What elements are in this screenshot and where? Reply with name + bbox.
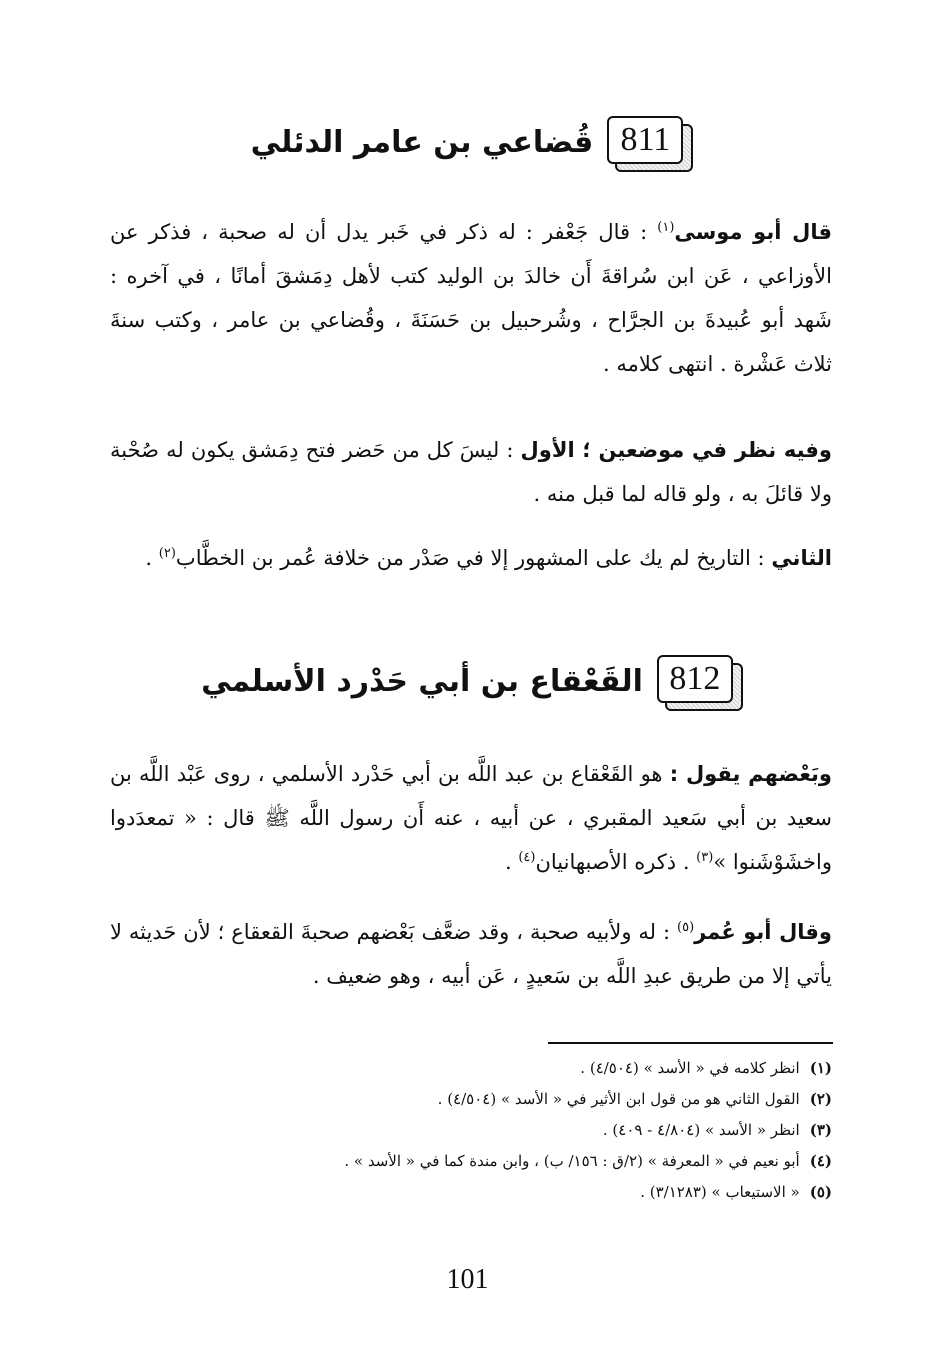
paragraph-tail: . ذكره الأصبهانيان xyxy=(535,850,697,874)
footnote-text: انظر « الأسد » (٤/٨٠٤ - ٤٠٩) . xyxy=(602,1121,800,1139)
paragraph-lead: وفيه نظر في موضعين ؛ الأول xyxy=(520,438,832,462)
footnote xyxy=(110,1177,832,1208)
paragraph-lead: وقال أبو عُمر xyxy=(694,920,832,944)
footnotes xyxy=(110,1053,832,1208)
footnote-number: (٤) xyxy=(809,1152,832,1170)
entry-heading-812 xyxy=(110,655,830,707)
entry-number-box xyxy=(607,116,689,168)
footnote-number: (٣) xyxy=(809,1121,832,1139)
footnote-marker: (٢) xyxy=(158,546,176,561)
footnote-marker: (٥) xyxy=(677,920,695,935)
paragraph-text: : التاريخ لم يك على المشهور إلا في صَدْر من خلافة عُمر بن الخطَّاب xyxy=(175,546,772,570)
paragraph xyxy=(110,752,832,884)
footnote-marker: (٣) xyxy=(696,850,714,865)
footnote-marker: (١) xyxy=(657,220,675,235)
paragraph-lead: الثاني xyxy=(771,546,832,570)
footnote-text: أبو نعيم في « المعرفة » (٢/ق : ١٥٦/ ب) ، وابن مندة كما في « الأسد » . xyxy=(344,1152,800,1170)
paragraph-lead: قال أبو موسى xyxy=(674,220,832,244)
paragraph-tail: . xyxy=(145,546,159,570)
footnote xyxy=(110,1053,832,1084)
footnote-text: القول الثاني هو من قول ابن الأثير في « الأسد » (٤/٥٠٤) . xyxy=(437,1090,800,1108)
paragraph-text: : قال جَعْفر : له ذكر في خَبر يدل أن له صحبة ، فذكر عن الأوزاعي ، عَن ابن سُراقةَ أَن خالدَ بن الوليد كتب لأهل دِمَشقَ أمانًا ، في آخره : شَهد أبو عُبيدةَ بن الجرَّاح ، وشُرحبيل بن حَسَنَةَ ، وقُضاعي بن عامر ، وكتب سنةَ ثلاث عَشْرة . انتهى كلامه . xyxy=(110,220,832,376)
entry-number-box xyxy=(657,655,739,707)
footnote-number: (١) xyxy=(809,1059,832,1077)
footnote-text: انظر كلامه في « الأسد » (٤/٥٠٤) . xyxy=(580,1059,800,1077)
footnote-marker: (٤) xyxy=(518,850,536,865)
footnote-number: (٥) xyxy=(809,1183,832,1201)
footnote-text: « الاستيعاب » (٣/١٢٨٣) . xyxy=(640,1183,800,1201)
paragraph xyxy=(110,210,832,386)
entry-number: 811 xyxy=(607,116,683,164)
footnote-number: (٢) xyxy=(809,1090,832,1108)
entry-title: قُضاعي بن عامر الدئلي xyxy=(250,124,594,160)
entry-number: 812 xyxy=(657,655,733,703)
paragraph-lead: وبَعْضهم يقول : xyxy=(669,762,832,786)
paragraph xyxy=(110,910,832,998)
paragraph-text: : له ولأبيه صحبة ، وقد ضعَّف بَعْضهم صحبةَ القعقاع ؛ لأن حَديثه لا يأتي إلا من طريق عبدِ اللَّه بن سَعيدٍ ، عَن أبيه ، وهو ضعيف . xyxy=(110,920,832,988)
paragraph xyxy=(110,428,832,516)
footnote-divider xyxy=(548,1042,833,1044)
entry-title: القَعْقاع بن أبي حَدْرد الأسلمي xyxy=(201,663,643,699)
page-number: 101 xyxy=(446,1264,489,1295)
paragraph-text: : ليسَ كل من حَضر فتح دِمَشق يكون له صُحْبة ولا قائلَ به ، ولو قاله لما قبل منه . xyxy=(110,438,832,506)
paragraph xyxy=(110,536,832,580)
footnote xyxy=(110,1115,832,1146)
footnote xyxy=(110,1084,832,1115)
paragraph-text: هو القَعْقاع بن عبد اللَّه بن أبي حَدْرد الأسلمي ، روى عَبْد اللَّه بن سعيد بن أبي سَعيد المقبري ، عن أبيه ، عنه أَن رسول اللَّه ﷺ قال : « تمعدَدوا واخشَوْشَنوا » xyxy=(110,762,832,874)
entry-heading-811 xyxy=(110,116,830,168)
paragraph-tail: . xyxy=(504,850,519,874)
footnote xyxy=(110,1146,832,1177)
